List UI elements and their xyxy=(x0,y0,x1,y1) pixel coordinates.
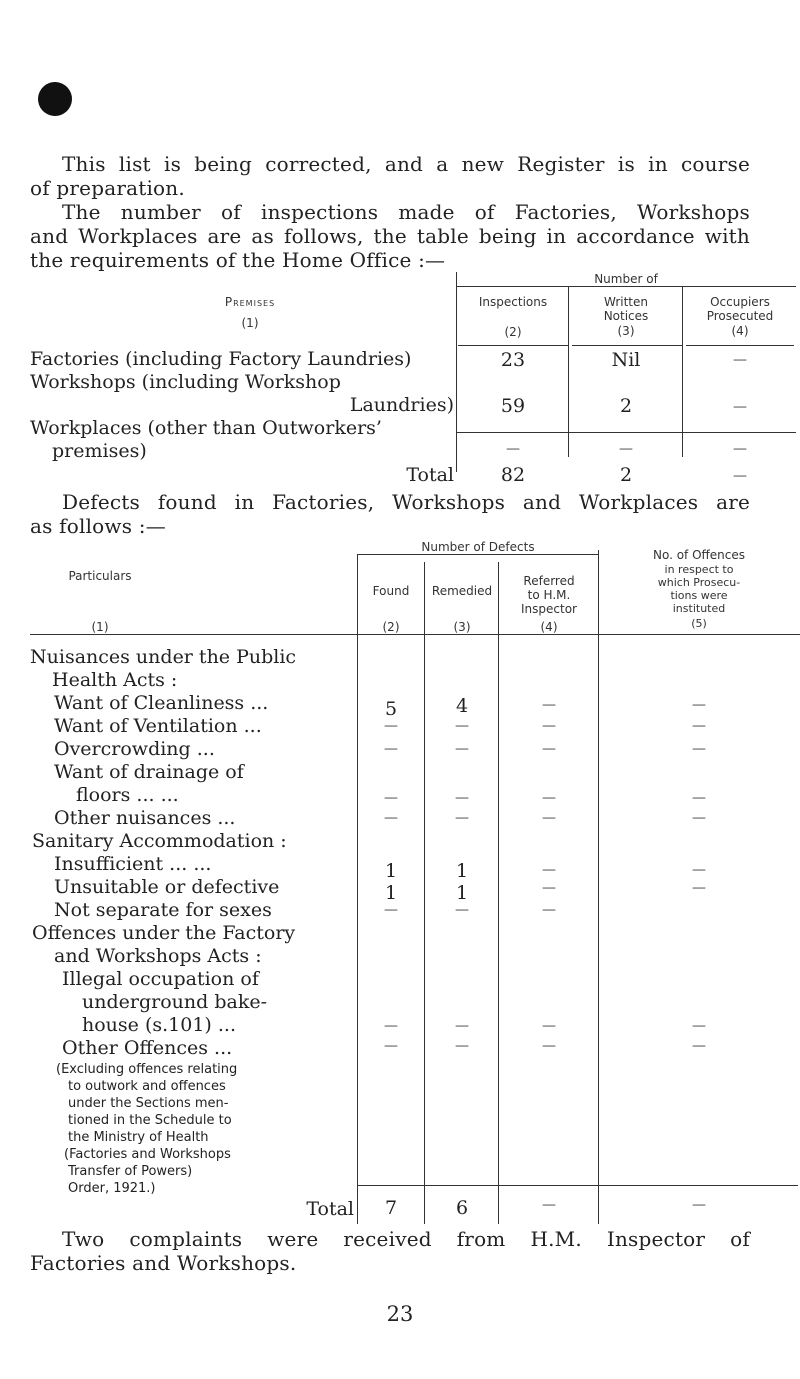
cell-value: 59 xyxy=(500,395,526,417)
cell-value: — xyxy=(455,718,469,734)
closing-paragraph xyxy=(30,1227,750,1275)
cell-value: 1 xyxy=(384,860,398,882)
table-rule xyxy=(456,286,796,287)
intro-line: The number of inspections made of Factories, Workshops xyxy=(62,200,750,224)
cell-value: — xyxy=(384,790,398,806)
row-label: Want of drainage of xyxy=(54,761,244,783)
cell-value: 2 xyxy=(619,395,633,417)
defects-paragraph xyxy=(30,490,750,538)
row-label: Offences under the Factory xyxy=(32,922,296,944)
table-rule xyxy=(458,345,568,346)
cell-value: — xyxy=(542,902,556,918)
row-label: Want of Ventilation ... xyxy=(54,715,262,737)
total-label: Total xyxy=(306,1198,354,1220)
defects-line: as follows :— xyxy=(30,514,166,538)
note-line: the Ministry of Health xyxy=(68,1130,209,1145)
cell-value: — xyxy=(542,862,556,878)
cell-value: 6 xyxy=(455,1197,469,1219)
group-header: Number of Defects xyxy=(421,540,535,554)
total-label: Total xyxy=(406,464,454,486)
cell-value: — xyxy=(619,441,633,457)
table-rule xyxy=(424,562,425,1224)
table-rule xyxy=(456,432,796,433)
col-header-occupiers: Prosecuted xyxy=(706,309,774,323)
col-header-occupiers: Occupiers xyxy=(710,295,770,309)
row-label: underground bake- xyxy=(82,991,267,1013)
cell-value: — xyxy=(455,1038,469,1054)
cell-value: — xyxy=(692,880,706,896)
col-header-num: (1) xyxy=(91,620,109,634)
row-label: Laundries) xyxy=(349,394,454,416)
cell-value: 5 xyxy=(384,698,398,720)
intro-line: the requirements of the Home Office :— xyxy=(30,248,446,272)
row-label: Factories (including Factory Laundries) xyxy=(30,348,412,370)
col-header-num: (3) xyxy=(617,324,635,338)
intro-line: of preparation. xyxy=(30,176,185,200)
intro-line: This list is being corrected, and a new Register is in course xyxy=(62,152,750,176)
col-header-num: (1) xyxy=(241,316,259,330)
row-label: and Workshops Acts : xyxy=(54,945,262,967)
row-label: premises) xyxy=(52,440,147,462)
cell-value: Nil xyxy=(611,349,641,371)
cell-value: — xyxy=(542,1038,556,1054)
table-rule xyxy=(498,562,499,1224)
cell-value: — xyxy=(384,741,398,757)
row-label: Sanitary Accommodation : xyxy=(32,830,287,852)
closing-line: Factories and Workshops. xyxy=(30,1251,297,1275)
cell-value: — xyxy=(384,1018,398,1034)
cell-value: 82 xyxy=(500,464,526,486)
cell-value: — xyxy=(542,1018,556,1034)
row-label: Want of Cleanliness ... xyxy=(54,692,269,714)
cell-value: — xyxy=(506,441,520,457)
cell-value: — xyxy=(542,790,556,806)
cell-value: — xyxy=(384,1038,398,1054)
cell-value: — xyxy=(384,810,398,826)
cell-value: — xyxy=(542,741,556,757)
cell-value: 1 xyxy=(455,882,469,904)
col-header-offences: in respect to xyxy=(664,563,734,576)
cell-value: — xyxy=(692,810,706,826)
cell-value: — xyxy=(692,741,706,757)
table-rule xyxy=(456,272,457,472)
cell-value: — xyxy=(733,441,747,457)
cell-value: — xyxy=(733,468,747,484)
cell-value: — xyxy=(384,718,398,734)
col-header-found: Found xyxy=(372,584,410,598)
col-header-remedied: Remedied xyxy=(431,584,493,598)
row-label: Workplaces (other than Outworkers’ xyxy=(30,417,382,439)
intro-paragraph xyxy=(30,152,750,272)
col-header-offences: instituted xyxy=(672,602,726,615)
col-header-offences: No. of Offences xyxy=(652,548,746,562)
col-header-num: (2) xyxy=(504,325,522,339)
col-header-premises: Premises xyxy=(224,295,276,309)
row-label: Overcrowding ... xyxy=(54,738,215,760)
col-header-written: Written xyxy=(604,295,648,309)
cell-value: 7 xyxy=(384,1197,398,1219)
cell-value: — xyxy=(733,352,747,368)
cell-value: 4 xyxy=(455,695,469,717)
cell-value: — xyxy=(542,718,556,734)
closing-line: Two complaints were received from H.M. Inspector of xyxy=(62,1227,750,1251)
cell-value: — xyxy=(692,718,706,734)
col-header-num: (4) xyxy=(540,620,558,634)
cell-value: — xyxy=(692,862,706,878)
cell-value: — xyxy=(455,810,469,826)
row-label: Nuisances under the Public xyxy=(30,646,297,668)
note-line: Order, 1921.) xyxy=(68,1181,156,1196)
row-label: Insufficient ... ... xyxy=(54,853,212,875)
table-rule xyxy=(358,1185,798,1186)
col-header-particulars: Particulars xyxy=(68,569,132,583)
defects-line: Defects found in Factories, Workshops and Workplaces are xyxy=(62,490,750,514)
col-header-num: (4) xyxy=(731,324,749,338)
note-line: (Factories and Workshops xyxy=(64,1147,231,1162)
cell-value: — xyxy=(542,697,556,713)
row-label: floors ... ... xyxy=(76,784,179,806)
cell-value: 2 xyxy=(619,464,633,486)
cell-value: — xyxy=(692,790,706,806)
note-line: (Excluding offences relating xyxy=(56,1062,238,1077)
note-line: tioned in the Schedule to xyxy=(68,1113,232,1128)
row-label: house (s.101) ... xyxy=(82,1014,236,1036)
cell-value: 23 xyxy=(500,349,526,371)
cell-value: — xyxy=(733,399,747,415)
cell-value: — xyxy=(692,697,706,713)
cell-value: — xyxy=(384,902,398,918)
cell-value: — xyxy=(692,1038,706,1054)
col-header-inspections: Inspections xyxy=(478,295,548,309)
col-header-referred: Inspector xyxy=(521,602,577,616)
col-header-offences: which Prosecu- xyxy=(657,576,741,589)
cell-value: — xyxy=(455,902,469,918)
row-label: Health Acts : xyxy=(52,669,178,691)
row-label: Other Offences ... xyxy=(62,1037,233,1059)
group-header: Number of xyxy=(594,272,658,286)
cell-value: — xyxy=(692,1197,706,1213)
cell-value: — xyxy=(692,1018,706,1034)
row-label: Other nuisances ... xyxy=(54,807,236,829)
table-rule xyxy=(358,554,598,555)
table-rule xyxy=(598,550,599,1224)
cell-value: 1 xyxy=(455,860,469,882)
cell-value: — xyxy=(542,1197,556,1213)
cell-value: — xyxy=(455,1018,469,1034)
note-line: under the Sections men- xyxy=(68,1096,229,1111)
page-number: 23 xyxy=(386,1302,414,1326)
col-header-referred: Referred xyxy=(523,574,575,588)
table-rule xyxy=(572,345,682,346)
col-header-offences: tions were xyxy=(670,589,728,602)
intro-line: and Workplaces are as follows, the table being in accordance with xyxy=(30,224,750,248)
col-header-num: (2) xyxy=(382,620,400,634)
note-line: to outwork and offences xyxy=(68,1079,226,1094)
row-label: Illegal occupation of xyxy=(62,968,259,990)
cell-value: 1 xyxy=(384,882,398,904)
col-header-referred: to H.M. xyxy=(527,588,571,602)
ink-blot xyxy=(33,77,77,121)
table-rule xyxy=(30,634,800,635)
cell-value: — xyxy=(542,810,556,826)
row-label: Unsuitable or defective xyxy=(54,876,280,898)
row-label: Workshops (including Workshop xyxy=(30,371,341,393)
cell-value: — xyxy=(455,790,469,806)
col-header-num: (5) xyxy=(691,617,707,630)
table-rule xyxy=(686,345,794,346)
row-label: Not separate for sexes xyxy=(54,899,272,921)
col-header-written: Notices xyxy=(603,309,649,323)
note-line: Transfer of Powers) xyxy=(68,1164,193,1179)
col-header-num: (3) xyxy=(453,620,471,634)
cell-value: — xyxy=(455,741,469,757)
cell-value: — xyxy=(542,880,556,896)
